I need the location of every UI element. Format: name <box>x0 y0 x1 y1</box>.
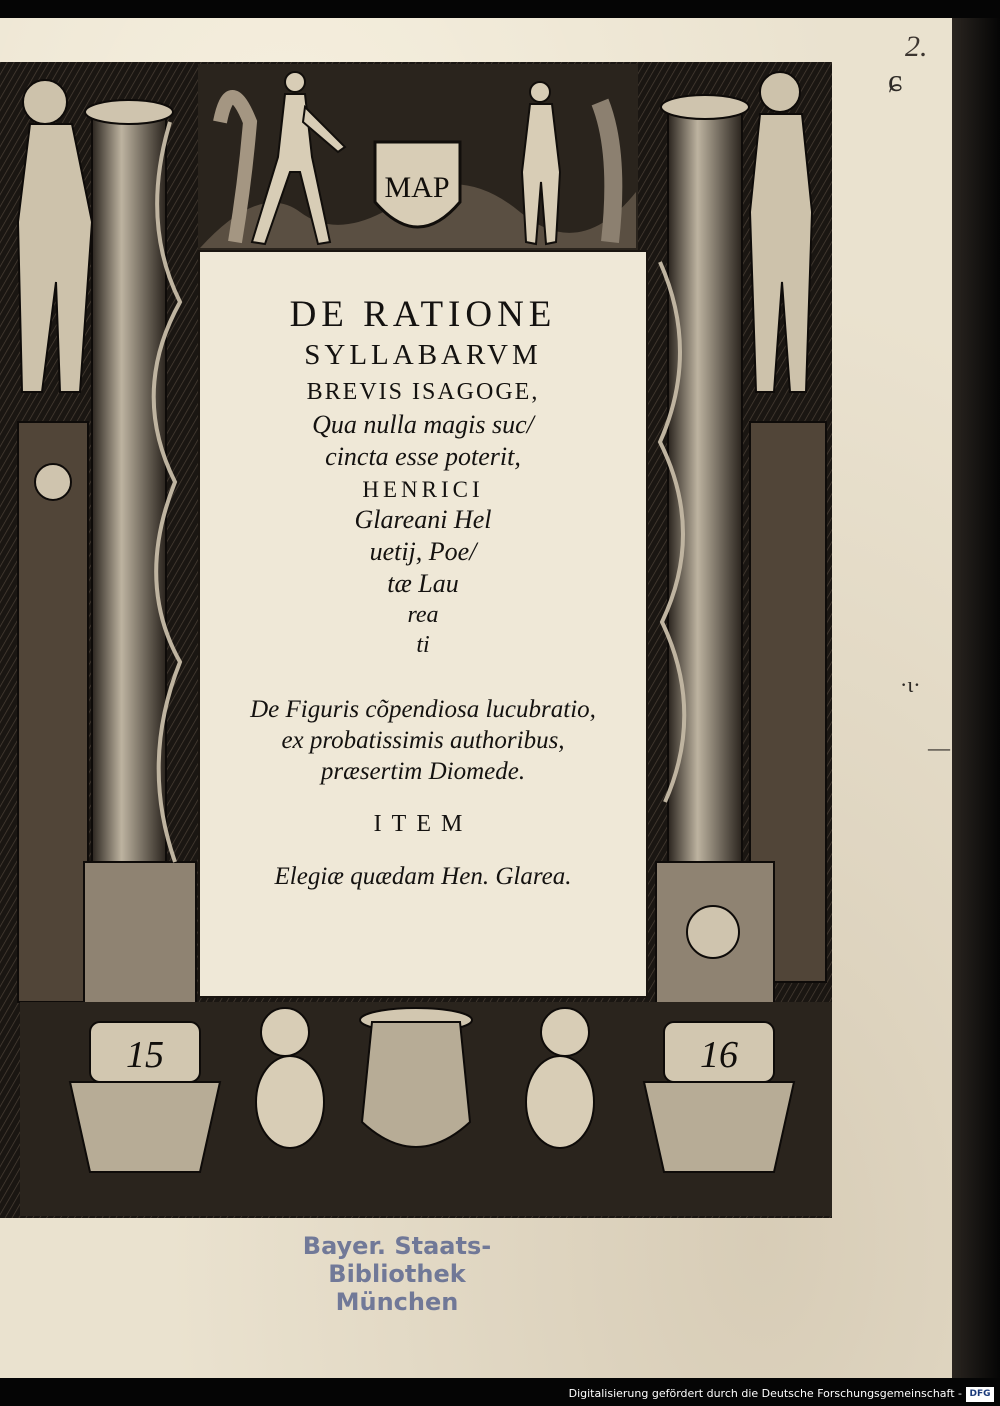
title-line-7: Glareani Hel <box>354 505 492 534</box>
central-urn <box>360 1008 472 1147</box>
elegiae-line: Elegiæ quædam Hen. Glarea. <box>274 863 572 890</box>
title-panel <box>198 250 648 998</box>
title-line-5: cincta esse poterit, <box>325 442 521 471</box>
title-line-1: DE RATIONE <box>289 294 557 335</box>
shield-monogram: MAP <box>384 171 450 204</box>
stamp-line-1: Bayer. Staats- <box>302 1232 492 1260</box>
stamp-line-2: Bibliothek <box>328 1260 466 1288</box>
title-line-9: tæ Lau <box>387 569 459 598</box>
subtitle-line-1: De Figuris cõpendiosa lucubratio, <box>250 696 596 723</box>
title-line-8: uetij, Poe/ <box>369 537 477 566</box>
heraldic-shield <box>375 142 460 227</box>
item-heading: ITEM <box>373 811 473 837</box>
year-right: 16 <box>700 1034 738 1076</box>
right-pedestal <box>644 1022 794 1172</box>
dfg-logo: DFG <box>966 1387 994 1402</box>
digitization-credit: Digitalisierung gefördert durch die Deutsche Forschungsgemeinschaft - <box>568 1387 962 1400</box>
title-line-4: Qua nulla magis suc/ <box>312 410 534 439</box>
left-pedestal <box>70 1022 220 1172</box>
library-stamp <box>292 1232 502 1316</box>
footer-bar <box>0 1386 1000 1406</box>
title-line-11: ti <box>416 632 430 658</box>
stamp-line-3: München <box>335 1288 459 1316</box>
subtitle-line-3: præsertim Diomede. <box>320 758 526 785</box>
page-edge <box>952 18 1000 1378</box>
title-line-2: SYLLABARVM <box>304 339 542 371</box>
author-name: HENRICI <box>362 477 484 502</box>
folio-number: 2. <box>905 30 928 63</box>
margin-mark: — <box>928 735 950 760</box>
margin-mark: ɕ <box>888 62 903 98</box>
title-line-3: BREVIS ISAGOGE, <box>306 379 540 405</box>
subtitle-line-2: ex probatissimis authoribus, <box>281 727 565 754</box>
margin-mark: ·ɩ· <box>900 672 921 697</box>
title-line-10: rea <box>407 602 439 628</box>
year-left: 15 <box>126 1034 164 1076</box>
